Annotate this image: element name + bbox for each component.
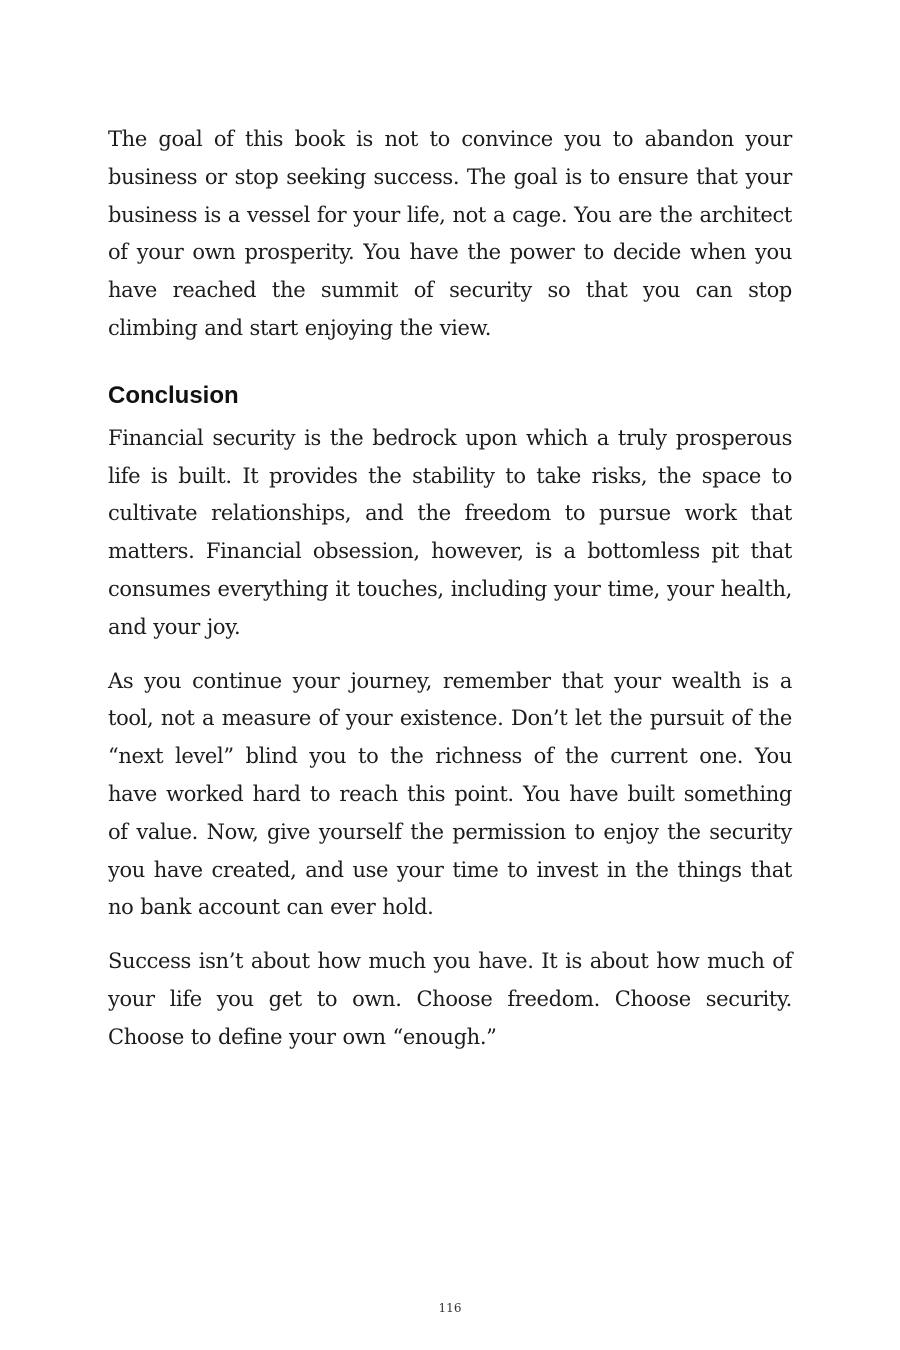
conclusion-paragraph: As you continue your journey, remember that your wealth is a tool, not a measure of your existence. Don’t let the pursuit of the “next level” blind you to the richness of the current one. You have worked hard to reach this point. You have built something of value. Now, give yourself the permission to enjoy the security you have created, and use your time to invest in the things that no bank account can ever hold. [108,668,792,920]
section-heading-conclusion: Conclusion [108,381,239,409]
conclusion-paragraph: Success isn’t about how much you have. It is about how much of your life you get to own. Choose freedom. Choose security. Choose to define your own “enough.” [108,949,792,1049]
page-number: 116 [438,1301,462,1315]
conclusion-paragraph: Financial security is the bedrock upon which a truly prosperous life is built. It provides the stability to take risks, the space to cultivate relationships, and the freedom to pursue work that matters. Financial obsession, however, is a bottomless pit that consumes everything it touches, including your time, your health, and your joy. [108,425,792,639]
intro-paragraph: The goal of this book is not to convince you to abandon your business or stop seeking success. The goal is to ensure that your business is a vessel for your life, not a cage. You are the architect of your own prosperity. You have the power to decide when you have reached the summit of security so that you can stop climbing and start enjoying the view. [108,127,792,340]
page-content [108,121,792,1057]
